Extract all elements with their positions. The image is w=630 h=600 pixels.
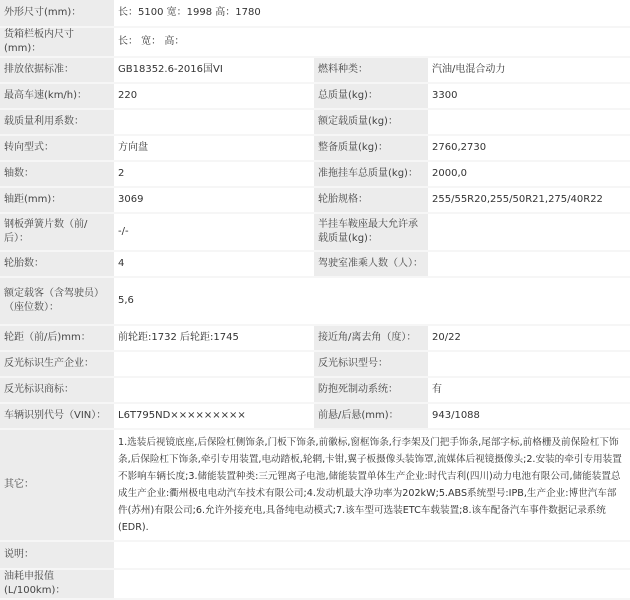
- value-abs: 有: [428, 378, 630, 402]
- row-emission: [0, 58, 630, 82]
- label-cab-capacity: 驾驶室准乘人数（人）：: [314, 252, 428, 276]
- label-fuel-consumption: 油耗申报值(L/100km)：: [0, 570, 114, 598]
- row-cargo-dimensions: [0, 28, 630, 56]
- row-reflector-maker: [0, 352, 630, 376]
- label-tire-spec: 轮胎规格：: [314, 188, 428, 212]
- label-curb-mass: 整备质量(kg)：: [314, 136, 428, 160]
- label-seats: 额定载客（含驾驶员）（座位数）：: [0, 278, 114, 324]
- label-abs: 防抱死制动系统：: [314, 378, 428, 402]
- value-tire-spec: 255/55R20,255/50R21,275/40R22: [428, 188, 630, 212]
- label-wheelbase: 轴距(mm)：: [0, 188, 114, 212]
- label-overhang: 前悬/后悬(mm)：: [314, 404, 428, 428]
- label-cargo-dimensions: 货箱栏板内尺寸(mm)：: [0, 28, 114, 56]
- label-rated-load: 额定载质量(kg)：: [314, 110, 428, 134]
- label-leaf-spring: 钢板弹簧片数（前/后）：: [0, 214, 114, 250]
- row-tire-count: [0, 252, 630, 276]
- label-vin: 车辆识别代号（VIN）：: [0, 404, 114, 428]
- label-dimensions: 外形尺寸(mm)：: [0, 0, 114, 26]
- label-reflector-model: 反光标识型号：: [314, 352, 428, 376]
- label-steering: 转向型式：: [0, 136, 114, 160]
- label-fuel-type: 燃料种类：: [314, 58, 428, 82]
- value-leaf-spring: -/-: [114, 214, 314, 250]
- value-reflector-model: [428, 352, 630, 376]
- label-track: 轮距（前/后)mm：: [0, 326, 114, 350]
- label-axles: 轴数：: [0, 162, 114, 186]
- row-speed: [0, 84, 630, 108]
- value-overhang: 943/1088: [428, 404, 630, 428]
- label-angles: 接近角/离去角（度）：: [314, 326, 428, 350]
- value-fuel-consumption: [114, 570, 630, 598]
- row-notes: [0, 542, 630, 568]
- label-tire-count: 轮胎数：: [0, 252, 114, 276]
- row-reflector-brand: [0, 378, 630, 402]
- value-reflector-maker: [114, 352, 314, 376]
- value-saddle-load: [428, 214, 630, 250]
- label-load-factor: 载质量利用系数：: [0, 110, 114, 134]
- value-seats: 5,6: [114, 278, 630, 324]
- row-dimensions: [0, 0, 630, 26]
- value-fuel-type: 汽油/电混合动力: [428, 58, 630, 82]
- value-rated-load: [428, 110, 630, 134]
- label-other: 其它：: [0, 430, 114, 540]
- value-cab-capacity: [428, 252, 630, 276]
- value-emission-standard: GB18352.6-2016国VI: [114, 58, 314, 82]
- label-trailer-mass: 准拖挂车总质量(kg)：: [314, 162, 428, 186]
- row-steering: [0, 136, 630, 160]
- label-emission-standard: 排放依据标准：: [0, 58, 114, 82]
- value-wheelbase: 3069: [114, 188, 314, 212]
- value-axles: 2: [114, 162, 314, 186]
- label-reflector-maker: 反光标识生产企业：: [0, 352, 114, 376]
- label-saddle-load: 半挂车鞍座最大允许承载质量(kg)：: [314, 214, 428, 250]
- value-notes: [114, 542, 630, 568]
- row-wheelbase: [0, 188, 630, 212]
- value-steering: 方向盘: [114, 136, 314, 160]
- value-vin: L6T795ND×××××××××: [114, 404, 314, 428]
- row-other: [0, 430, 630, 540]
- label-reflector-brand: 反光标识商标：: [0, 378, 114, 402]
- row-track: [0, 326, 630, 350]
- label-total-mass: 总质量(kg)：: [314, 84, 428, 108]
- value-tire-count: 4: [114, 252, 314, 276]
- row-vin: [0, 404, 630, 428]
- value-total-mass: 3300: [428, 84, 630, 108]
- value-load-factor: [114, 110, 314, 134]
- value-angles: 20/22: [428, 326, 630, 350]
- value-cargo-dimensions: 长： 宽： 高：: [114, 28, 630, 56]
- row-leaf-spring: [0, 214, 630, 250]
- value-curb-mass: 2760,2730: [428, 136, 630, 160]
- value-trailer-mass: 2000,0: [428, 162, 630, 186]
- label-max-speed: 最高车速(km/h)：: [0, 84, 114, 108]
- row-fuel-consumption: [0, 570, 630, 598]
- label-notes: 说明：: [0, 542, 114, 568]
- value-dimensions: 长：5100 宽：1998 高：1780: [114, 0, 630, 26]
- value-other: 1.选装后视镜底座,后保险杠侧饰条,门板下饰条,前徽标,窗框饰条,行李架及门把手饰条,尾部字标,前格栅及前保险杠下饰条,后保险杠下饰条,牵引专用装置,电动踏板,轮辋,卡钳,翼子板摄像头装饰罩,流媒体后视镜摄像头;2.安装的牵引专用装置不影响车辆长度;3.储能装置种类:三元锂离子电池,储能装置单体生产企业:时代吉利(四川)动力电池有限公司,储能装置总成生产企业:衢州极电电动汽车技术有限公司;4.发动机最大净功率为202kW;5.ABS系统型号:IPB,生产企业:博世汽车部件(苏州)有限公司;6.允许外接充电,具备纯电动模式;7.该车型可选装ETC车载装置;8.该车配备汽车事件数据记录系统(EDR).: [114, 430, 630, 540]
- row-axles: [0, 162, 630, 186]
- row-load-factor: [0, 110, 630, 134]
- row-seats: [0, 278, 630, 324]
- value-reflector-brand: [114, 378, 314, 402]
- value-track: 前轮距:1732 后轮距:1745: [114, 326, 314, 350]
- value-max-speed: 220: [114, 84, 314, 108]
